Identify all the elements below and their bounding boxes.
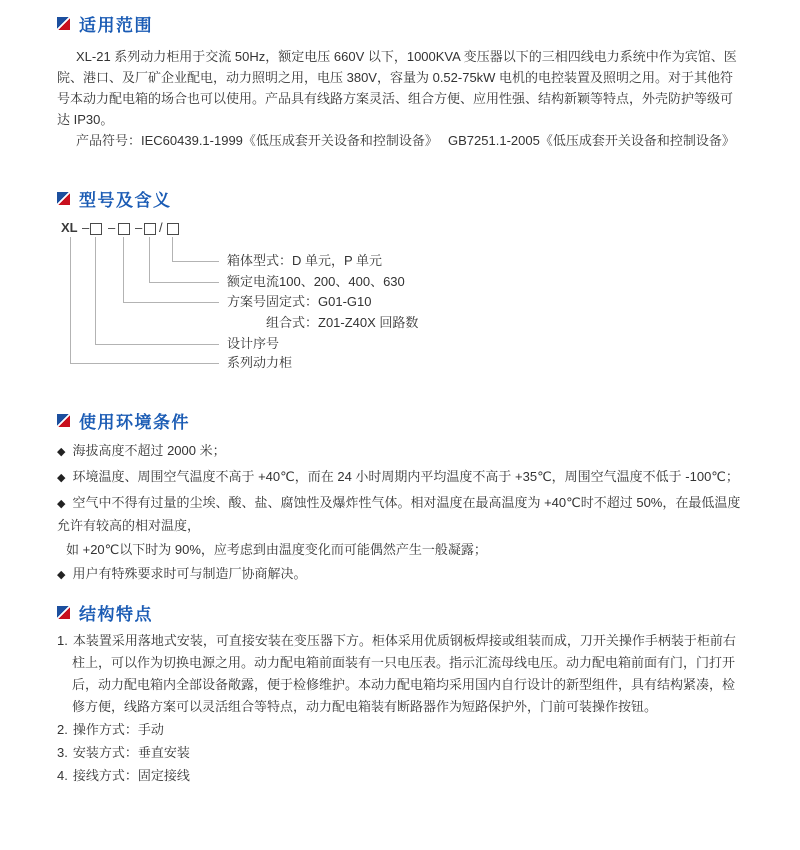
diagram-connector-line — [149, 237, 150, 282]
list-item — [57, 630, 743, 718]
diamond-bullet-icon: ◆ — [57, 569, 66, 581]
model-placeholder-box — [118, 223, 130, 235]
diamond-bullet-icon: ◆ — [57, 472, 66, 484]
item-number: 3. — [57, 745, 68, 760]
model-label-design-serial: 设计序号 — [227, 336, 280, 351]
bullet-text: 海拔高度不超过 2000 米； — [72, 443, 226, 458]
environment-title: 使用环境条件 — [79, 412, 190, 432]
structure-title: 结构特点 — [79, 604, 153, 624]
model-label-scheme-fixed: 方案号固定式：G01-G10 — [227, 294, 372, 309]
list-item — [57, 440, 743, 463]
model-label-box-type: 箱体型式：D 单元，P 单元 — [227, 253, 383, 268]
list-item — [57, 765, 743, 787]
model-dash: – — [108, 220, 116, 235]
diagram-connector-line — [70, 237, 71, 363]
model-code-diagram — [57, 219, 743, 379]
structure-header — [57, 601, 743, 623]
list-item — [57, 466, 743, 489]
section-marker-icon — [57, 17, 70, 30]
model-prefix: XL — [61, 220, 78, 235]
scope-paragraph: XL-21 系列动力柜用于交流 50Hz，额定电压 660V 以下，1000KVA 变压器以下的三相四线电力系统中作为宾馆、医院、港口、及厂矿企业配电，动力照明之用，电压 380V，容量为 0.52-75kW 电机的电控装置及照明之用。对于其他符号本动力配电箱的场合也可以使用。产品具有线路方案灵活、组合方便、应用性强、结构新颖等特点，外壳防护等级可达 IP30。 — [57, 49, 737, 127]
item-number: 2. — [57, 722, 68, 737]
item-text: 本装置采用落地式安装，可直接安装在变压器下方。柜体采用优质钢板焊接或组装而成，刀开关操作手柄装于柜前右柱上，可以作为切换电源之用。动力配电箱前面装有一只电压表。指示汇流母线电压。动力配电箱前面有门，门打开后，动力配电箱内全部设备敞露，便于检修维护。本动力配电箱均采用国内自行设计的新型组件，具有结构紧凑，检修方便，线路方案可以灵活组合等特点，动力配电箱装有断路器作为短路保护外，门前可装操作按钮。 — [72, 633, 736, 714]
item-text: 安装方式：垂直安装 — [72, 745, 190, 760]
list-item — [57, 742, 743, 764]
environment-bullet-list — [57, 440, 743, 586]
list-item — [57, 539, 743, 560]
diagram-connector-line — [123, 237, 124, 302]
bullet-text: 如 +20℃以下时为 90%，应考虑到由温度变化而可能偶然产生一般凝露； — [66, 542, 487, 557]
scope-title: 适用范围 — [79, 15, 153, 35]
section-marker-icon — [57, 414, 70, 427]
diagram-connector-line — [172, 261, 219, 262]
section-structure — [57, 601, 743, 787]
diagram-connector-line — [70, 363, 219, 364]
scope-header — [57, 12, 743, 34]
item-text: 接线方式：固定接线 — [72, 768, 190, 783]
model-placeholder-box — [90, 223, 102, 235]
diagram-connector-line — [123, 302, 219, 303]
section-marker-icon — [57, 606, 70, 619]
diagram-connector-line — [95, 237, 96, 344]
item-text: 操作方式：手动 — [72, 722, 164, 737]
model-header — [57, 187, 743, 209]
list-item — [57, 719, 743, 741]
diagram-connector-line — [95, 344, 219, 345]
model-placeholder-box — [144, 223, 156, 235]
diamond-bullet-icon: ◆ — [57, 498, 66, 510]
model-label-scheme-combined: 组合式：Z01-Z40X 回路数 — [266, 315, 419, 330]
list-item — [57, 563, 743, 586]
item-number: 1. — [57, 633, 68, 648]
diamond-bullet-icon: ◆ — [57, 446, 66, 458]
structure-item-list — [57, 630, 743, 787]
scope-standards-paragraph: 产品符号：IEC60439.1-1999《低压成套开关设备和控制设备》 GB7251.1-2005《低压成套开关设备和控制设备》 — [76, 133, 735, 148]
model-label-series: 系列动力柜 — [227, 355, 293, 370]
model-title: 型号及含义 — [79, 190, 172, 210]
model-slash: / — [159, 220, 163, 235]
diagram-connector-line — [149, 282, 219, 283]
environment-header — [57, 409, 743, 431]
bullet-text: 用户有特殊要求时可与制造厂协商解决。 — [72, 566, 307, 581]
model-dash: – — [135, 220, 143, 235]
item-number: 4. — [57, 768, 68, 783]
diagram-connector-line — [172, 237, 173, 261]
section-environment — [57, 409, 743, 586]
bullet-text: 环境温度、周围空气温度不高于 +40℃，而在 24 小时周期内平均温度不高于 +35℃，周围空气温度不低于 -100℃； — [72, 469, 739, 484]
section-marker-icon — [57, 192, 70, 205]
model-placeholder-box — [167, 223, 179, 235]
list-item — [57, 492, 743, 536]
bullet-text: 空气中不得有过量的尘埃、酸、盐、腐蚀性及爆炸性气体。相对温度在最高温度为 +40℃时不超过 50%，在最低温度允许有较高的相对温度， — [57, 495, 741, 533]
section-model — [57, 187, 743, 379]
section-scope — [57, 12, 743, 151]
model-dash: – — [82, 220, 90, 235]
model-label-rated-current: 额定电流100、200、400、630 — [227, 274, 405, 289]
